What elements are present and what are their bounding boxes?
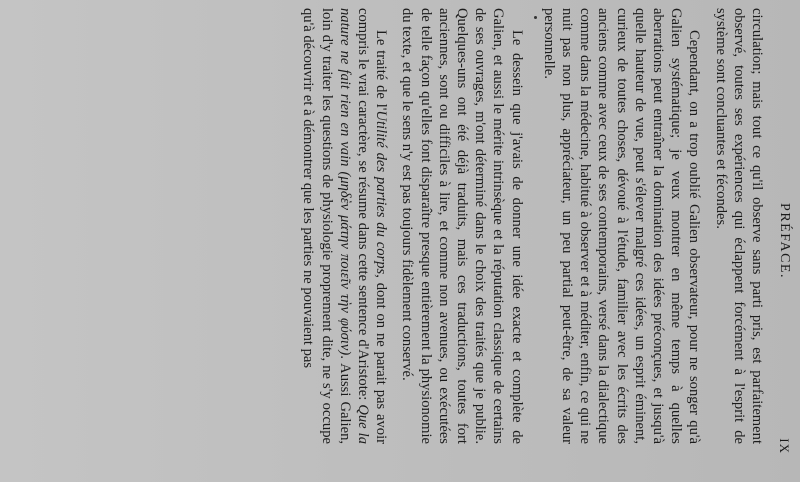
paragraph-4-part-1: Le traité de l' bbox=[373, 30, 390, 111]
work-title-italic: Utilité des parties du corps bbox=[373, 110, 390, 275]
paragraph-4 bbox=[299, 8, 390, 444]
paragraph-2: Cependant, on a trop oublié Galien observateur, pour ne songer qu'à Galien systématique; je veux montrer en même temps à quelles aberrations peut entraîner la domination des idées préconçues, et jusqu'à quelle hauteur de vue, peut s'élever malgré ces idées, un esprit éminent, curieux de toutes choses, dévoué à l'étude, familier avec les écrits des anciens comme avec ceux de ses contemporains, versé dans la dialectique comme dans la médecine, habitué à observer et à méditer, enfin, ce qui ne nuit pas non plus, appréciateur, un peu partial peut-être, de sa valeur personnelle. bbox=[540, 8, 703, 444]
paragraph-1: circulation; mais tout ce qu'il observe sans parti pris, est parfaitement observé, toutes ses expériences qui éclappent forcément à l'esprit de système sont concluantes et fécondes. bbox=[712, 8, 765, 444]
page-header bbox=[770, 0, 792, 482]
page-number: IX bbox=[777, 438, 792, 454]
paragraph-4-part-2: , dont on ne parait pas avoir compris le vrai caractère, se résume dans cette sentence d'Aristote: bbox=[354, 8, 390, 444]
running-title: PRÉFACE. bbox=[777, 203, 792, 279]
greek-quote: (μηδὲν μάτην ποιεῖν τὴν φύσιν) bbox=[336, 166, 353, 356]
paragraph-4-part-3: . Aussi Galien, loin d'y traiter les questions de physiologie proprement dite, ne s'y occupe qu'à découvrir et à démontrer que les parties ne pouvaient pas bbox=[300, 8, 353, 445]
body-text bbox=[291, 8, 766, 444]
aristotle-quote-italic: Que la nature ne fait rien en vain bbox=[336, 8, 371, 444]
paragraph-3: Le dessein que j'avais de donner une idée exacte et complète de Galien, et aussi le mérite intrinsèque et la réputation classique de certains de ses ouvrages, m'ont déterminé dans le choix des traités que je publie. Quelques-uns ont été déjà traduits, mais ces traductions, toutes fort anciennes, sont ou difficiles à lire, et comme non avenues, ou exécutées de telle façon qu'elles font disparaître presque entièrement la physionomie du texte, et que le sens n'y est pas toujours fidèlement conservé. bbox=[399, 8, 525, 444]
